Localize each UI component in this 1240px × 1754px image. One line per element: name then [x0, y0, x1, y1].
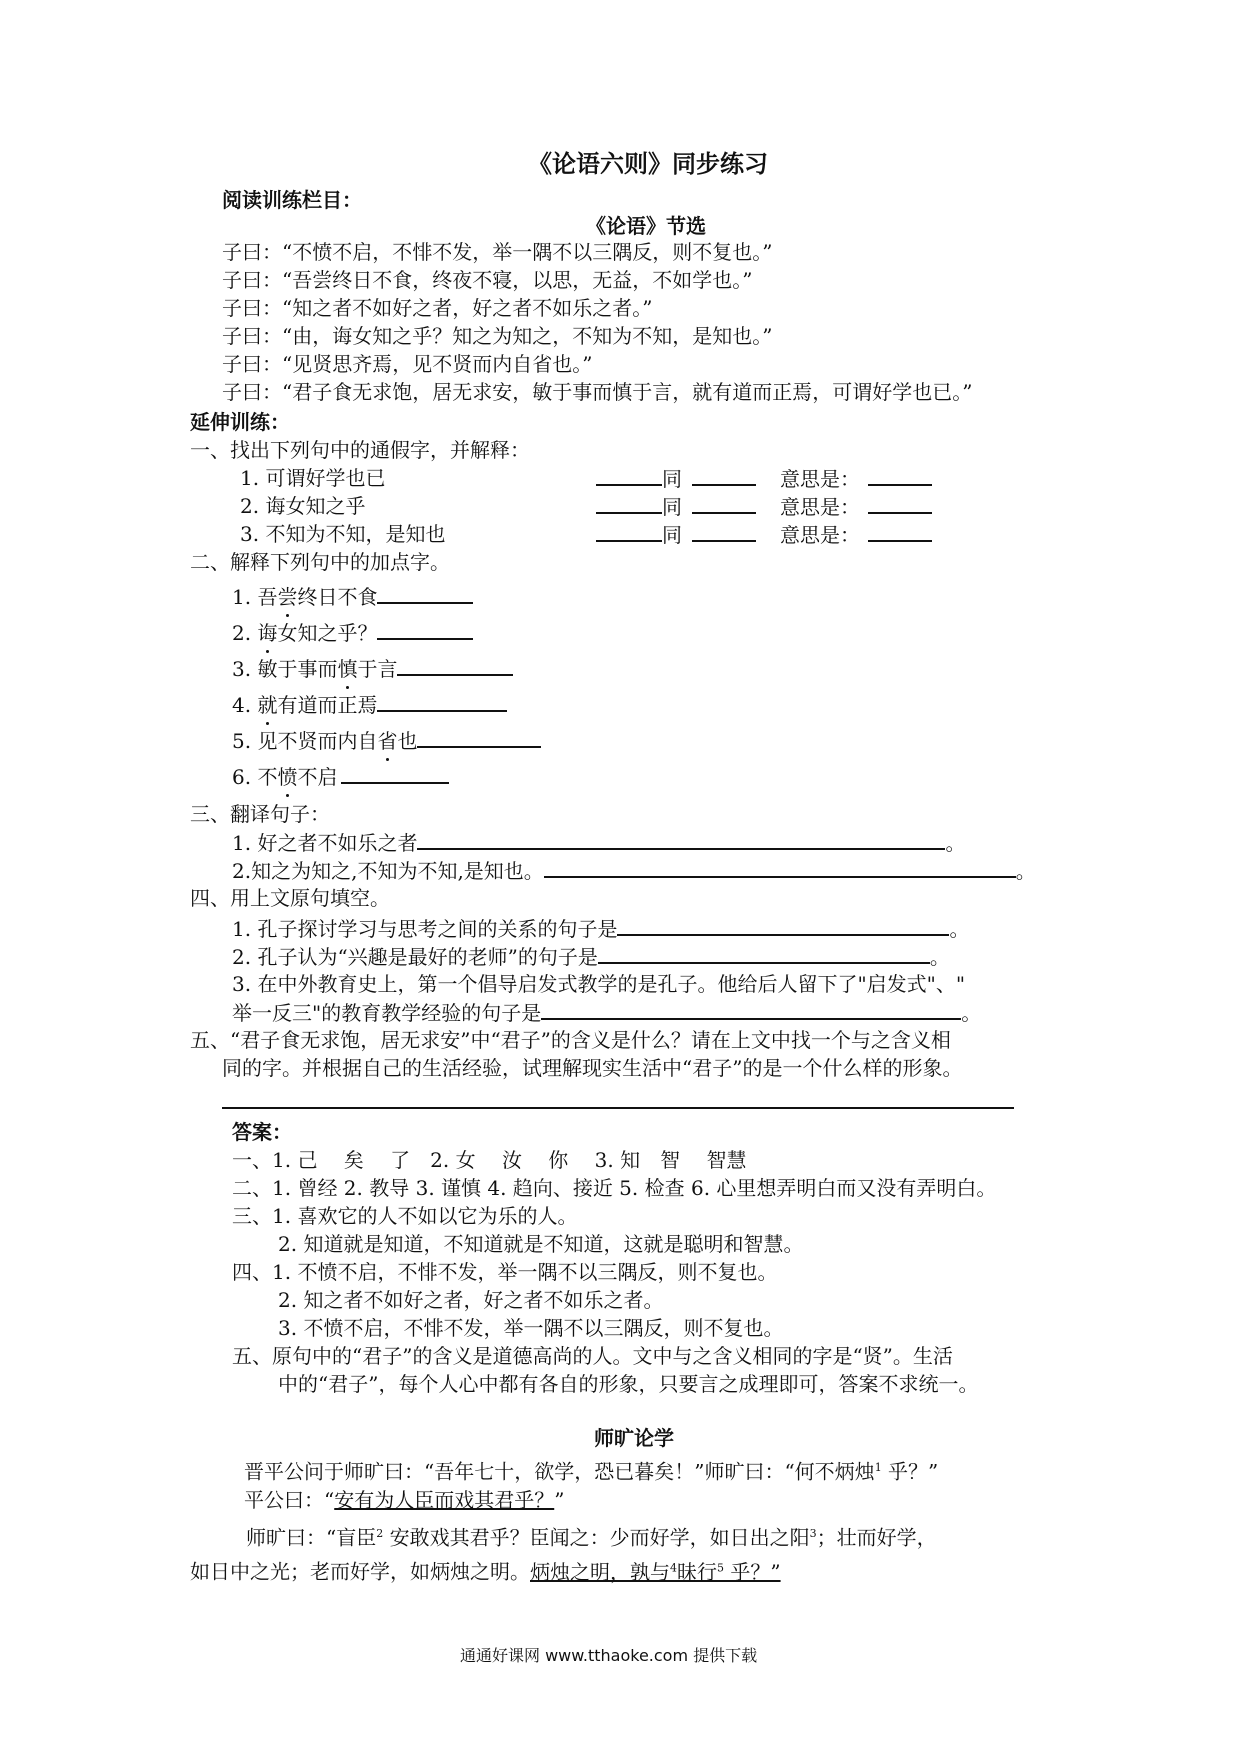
answer-line: 中的“君子”，每个人心中都有各自的形象，只要言之成理即可，答案不求统一。 [278, 1372, 979, 1396]
q5-question: 五、“君子食无求饱，居无求安”中“君子”的含义是什么？请在上文中找一个与之含义相 [190, 1028, 951, 1052]
dotted-char: 愤 [277, 765, 298, 789]
passage2-line: 师旷曰：“盲臣$^2$ 安敢戏其君乎？臣闻之：少而好学，如日出之阳$^3$；壮而好学， [246, 1525, 937, 1550]
page-footer: 通通好课网 www.tthaoke.com 提供下载 [460, 1646, 758, 1665]
footnote-marker: 4 [670, 1561, 677, 1574]
answers-heading: 答案： [232, 1120, 292, 1144]
q2-item: 6. 不愤不启 [232, 762, 449, 791]
passage1-title: 《论语》节选 [586, 214, 706, 238]
q4-item: 3. 在中外教育史上，第一个倡导启发式教学的是孔子。他给后人留下了"启发式"、" [232, 972, 966, 996]
answer-blank[interactable] [692, 464, 756, 486]
answer-blank[interactable] [377, 582, 473, 604]
footnote-marker: 2 [376, 1527, 384, 1540]
answer-blank[interactable] [596, 520, 662, 542]
answer-blank[interactable] [596, 492, 662, 514]
passage2-title: 师旷论学 [594, 1426, 674, 1450]
q3-item: 2.知之为知之,不知为不知,是知也。 。 [232, 856, 1036, 885]
q2-item: 4. 就有道而正焉 [232, 690, 507, 719]
answer-blank[interactable] [598, 942, 930, 964]
answer-line: 2. 知道就是知道，不知道就是不知道，这就是聪明和智慧。 [278, 1232, 804, 1256]
footnote-marker: 3 [809, 1527, 817, 1540]
q1-blank-row: 同 意思是： [596, 492, 932, 521]
answer-blank[interactable] [692, 492, 756, 514]
answer-line: 三、1. 喜欢它的人不如以它为乐的人。 [232, 1204, 578, 1228]
q5-answer-line[interactable] [222, 1107, 1014, 1109]
q2-item: 3. 敏于事而慎于言 [232, 654, 513, 683]
section-reading-heading: 阅读训练栏目： [222, 188, 362, 212]
passage2-line: 晋平公问于师旷曰：“吾年七十，欲学，恐已暮矣！”师旷曰：“何不炳烛$^1$ 乎？” [244, 1459, 939, 1484]
q1-item: 2. 诲女知之乎 [240, 494, 366, 518]
q2-item: 2. 诲女知之乎？ [232, 618, 473, 647]
underlined-sentence: 炳烛之明，孰与$^4$昧行$^5$ 乎？” [530, 1559, 781, 1584]
q5-question-cont: 同的字。并根据自己的生活经验，试理解现实生活中“君子”的是一个什么样的形象。 [222, 1056, 963, 1080]
answer-blank[interactable] [417, 828, 945, 850]
passage1-line: 子曰：“君子食无求饱，居无求安，敏于事而慎于言，就有道而正焉，可谓好学也已。” [222, 380, 973, 404]
passage1-line: 子曰：“由，诲女知之乎？知之为知之，不知为不知，是知也。” [222, 324, 773, 348]
answer-line: 2. 知之者不如好之者，好之者不如乐之者。 [278, 1288, 664, 1312]
q4-item: 1. 孔子探讨学习与思考之间的关系的句子是 。 [232, 914, 969, 943]
answer-blank[interactable] [544, 856, 1016, 878]
answer-blank[interactable] [377, 618, 473, 640]
footnote-marker: 5 [717, 1561, 724, 1574]
answer-blank[interactable] [541, 998, 961, 1020]
dotted-char: 省 [377, 729, 398, 753]
answer-blank[interactable] [692, 520, 756, 542]
q4-item-cont: 举一反三"的教育教学经验的句子是 。 [232, 998, 981, 1027]
footnote-marker: 1 [874, 1461, 882, 1474]
answer-blank[interactable] [868, 492, 932, 514]
answer-blank[interactable] [868, 464, 932, 486]
answer-blank[interactable] [617, 914, 949, 936]
passage2-line: 如日中之光；老而好学，如炳烛之明。炳烛之明，孰与$^4$昧行$^5$ 乎？” [190, 1559, 781, 1584]
answer-blank[interactable] [397, 654, 513, 676]
q3-heading: 三、翻译句子： [190, 802, 330, 826]
q1-item: 3. 不知为不知，是知也 [240, 522, 446, 546]
answer-line: 二、1. 曾经 2. 教导 3. 谨慎 4. 趋向、接近 5. 检查 6. 心里想弄明白而又没有弄明白。 [232, 1176, 997, 1200]
q1-blank-row: 同 意思是： [596, 464, 932, 493]
answer-blank[interactable] [341, 762, 449, 784]
page-title: 《论语六则》同步练习 [528, 149, 768, 178]
passage1-line: 子曰：“吾尝终日不食，终夜不寝，以思，无益，不如学也。” [222, 268, 753, 292]
answer-line: 3. 不愤不启，不悱不发，举一隅不以三隅反，则不复也。 [278, 1316, 784, 1340]
answer-blank[interactable] [596, 464, 662, 486]
passage2-line: 平公曰：“安有为人臣而戏其君乎？” [244, 1488, 565, 1512]
dotted-char: 慎 [337, 657, 358, 681]
answer-line: 四、1. 不愤不启，不悱不发，举一隅不以三隅反，则不复也。 [232, 1260, 778, 1284]
q2-heading: 二、解释下列句中的加点字。 [190, 550, 450, 574]
q1-item: 1. 可谓好学也已 [240, 466, 386, 490]
q2-item: 5. 见不贤而内自省也 [232, 726, 541, 755]
dotted-char: 尝 [277, 585, 298, 609]
q1-heading: 一、找出下列句中的通假字，并解释： [190, 438, 530, 462]
answer-blank[interactable] [377, 690, 507, 712]
dotted-char: 就 [257, 693, 278, 717]
q3-item: 1. 好之者不如乐之者 。 [232, 828, 965, 857]
answer-line: 五、原句中的“君子”的含义是道德高尚的人。文中与之含义相同的字是“贤”。生活 [232, 1344, 953, 1368]
dotted-char: 诲 [257, 621, 278, 645]
underlined-sentence: 安有为人臣而戏其君乎？ [334, 1488, 555, 1512]
q2-item: 1. 吾尝终日不食 [232, 582, 473, 611]
passage1-line: 子曰：“见贤思齐焉，见不贤而内自省也。” [222, 352, 593, 376]
answer-blank[interactable] [417, 726, 541, 748]
q4-heading: 四、用上文原句填空。 [190, 886, 390, 910]
q4-item: 2. 孔子认为“兴趣是最好的老师”的句子是 。 [232, 942, 950, 971]
passage1-line: 子曰：“知之者不如好之者，好之者不如乐之者。” [222, 296, 653, 320]
q1-blank-row: 同 意思是： [596, 520, 932, 549]
answer-line: 一、1. 己 矣 了 2. 女 汝 你 3. 知 智 智慧 [232, 1148, 747, 1172]
answer-blank[interactable] [868, 520, 932, 542]
passage1-line: 子曰：“不愤不启，不悱不发，举一隅不以三隅反，则不复也。” [222, 240, 773, 264]
extension-heading: 延伸训练： [190, 410, 290, 434]
